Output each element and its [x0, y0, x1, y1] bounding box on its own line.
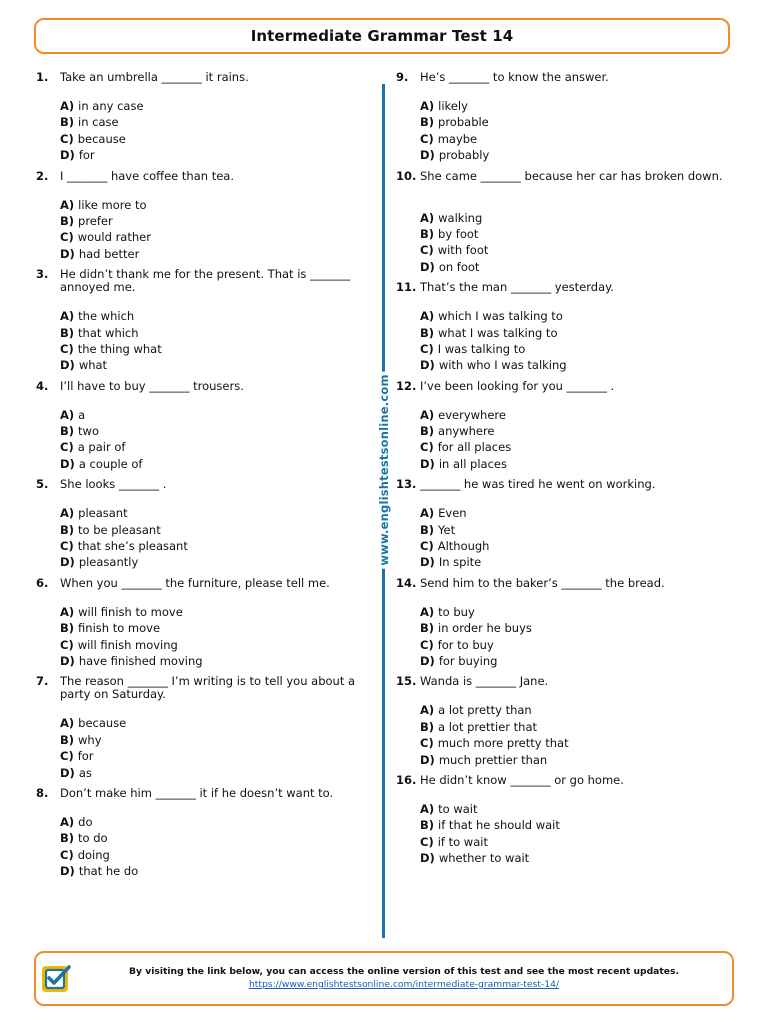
- answer-option[interactable]: [420, 834, 741, 850]
- option-letter: D): [420, 259, 435, 274]
- option-letter: A): [420, 407, 435, 422]
- option-text: walking: [438, 210, 483, 225]
- option-text: by foot: [438, 226, 479, 241]
- question-text: Wanda is _______ Jane.: [420, 674, 549, 689]
- question-row: [396, 577, 741, 590]
- option-letter: B): [420, 522, 435, 537]
- question: [36, 71, 366, 164]
- question: [396, 675, 741, 768]
- answer-options: [60, 308, 366, 374]
- option-text: that he do: [78, 864, 139, 879]
- question: [36, 380, 366, 473]
- answer-option[interactable]: [60, 814, 366, 830]
- answer-option[interactable]: [420, 114, 741, 130]
- answer-option[interactable]: [420, 702, 741, 718]
- option-text: to be pleasant: [78, 522, 161, 537]
- option-text: for to buy: [437, 637, 494, 652]
- answer-option[interactable]: [60, 653, 366, 669]
- answer-options: [420, 505, 741, 571]
- option-letter: B): [420, 424, 435, 439]
- option-letter: B): [60, 325, 75, 340]
- option-letter: A): [420, 506, 435, 521]
- option-letter: C): [60, 230, 74, 245]
- question-number: 11.: [396, 280, 417, 295]
- question-row: [396, 774, 741, 787]
- option-text: that which: [78, 325, 139, 340]
- option-letter: B): [60, 115, 75, 130]
- option-text: with foot: [437, 243, 489, 258]
- question-number: 3.: [36, 267, 49, 282]
- question-text: She came _______ because her car has broken down.: [420, 168, 723, 183]
- option-letter: C): [420, 736, 434, 751]
- answer-options: [420, 308, 741, 374]
- option-text: have finished moving: [78, 653, 203, 668]
- option-text: because: [77, 131, 126, 146]
- option-letter: C): [60, 637, 74, 652]
- answer-option[interactable]: [60, 604, 366, 620]
- option-letter: C): [420, 440, 434, 455]
- answer-option[interactable]: [420, 801, 741, 817]
- question-number: 6.: [36, 575, 49, 590]
- option-text: what I was talking to: [438, 325, 558, 340]
- option-text: will finish moving: [77, 637, 178, 652]
- option-letter: D): [420, 752, 435, 767]
- option-letter: D): [420, 148, 435, 163]
- option-text: in any case: [78, 99, 144, 113]
- question-row: [36, 787, 366, 800]
- right-column: [396, 71, 741, 873]
- option-letter: B): [420, 719, 435, 734]
- answer-option[interactable]: [420, 423, 741, 439]
- answer-options: [60, 604, 366, 670]
- answer-option[interactable]: [420, 554, 741, 570]
- option-letter: D): [420, 851, 435, 866]
- option-text: would rather: [77, 230, 151, 245]
- option-text: a lot pretty than: [438, 703, 532, 718]
- question-row: [36, 170, 366, 183]
- answer-options: [420, 210, 741, 276]
- answer-option[interactable]: [420, 357, 741, 373]
- option-text: for all places: [437, 440, 512, 455]
- question: [396, 170, 741, 276]
- option-text: what: [78, 358, 108, 373]
- option-text: Although: [437, 539, 490, 554]
- question-row: [396, 380, 741, 393]
- question-text: He’s _______ to know the answer.: [420, 70, 609, 84]
- option-letter: D): [60, 555, 75, 570]
- answer-options: [60, 407, 366, 473]
- option-text: anywhere: [438, 424, 495, 439]
- answer-options: [420, 98, 741, 164]
- question: [36, 787, 366, 880]
- question: [396, 71, 741, 164]
- question-number: 12.: [396, 378, 417, 393]
- option-letter: B): [420, 621, 435, 636]
- answer-option[interactable]: [60, 554, 366, 570]
- option-text: Yet: [438, 522, 456, 537]
- answer-option[interactable]: [60, 213, 366, 229]
- option-letter: A): [420, 99, 435, 113]
- option-text: the which: [78, 309, 135, 324]
- question-text: When you _______ the furniture, please tell me.: [60, 575, 330, 590]
- option-text: in case: [78, 115, 119, 130]
- answer-option[interactable]: [420, 210, 741, 226]
- option-letter: C): [420, 131, 434, 146]
- option-text: which I was talking to: [438, 309, 563, 324]
- question-text: The reason _______ I’m writing is to tell you about a party on Saturday.: [60, 674, 356, 702]
- option-text: do: [78, 814, 93, 829]
- answer-option[interactable]: [60, 505, 366, 521]
- answer-option[interactable]: [60, 341, 366, 357]
- question-number: 10.: [396, 168, 417, 183]
- option-letter: A): [60, 814, 75, 829]
- option-text: whether to wait: [438, 851, 530, 866]
- footer-box: [34, 951, 734, 1006]
- answer-option[interactable]: [60, 229, 366, 245]
- watermark-text: www.englishtestsonline.com: [377, 371, 391, 568]
- answer-options: [420, 702, 741, 768]
- question: [396, 281, 741, 374]
- answer-option[interactable]: [60, 308, 366, 324]
- option-text: will finish to move: [78, 604, 183, 619]
- option-letter: C): [420, 341, 434, 356]
- answer-option[interactable]: [60, 538, 366, 554]
- answer-options: [420, 604, 741, 670]
- left-column: [36, 71, 366, 886]
- option-text: to wait: [438, 801, 478, 816]
- option-text: a pair of: [77, 440, 126, 455]
- option-text: pleasantly: [78, 555, 139, 570]
- question-text: I’ve been looking for you _______ .: [420, 378, 615, 393]
- question-row: [36, 71, 366, 84]
- option-text: for: [77, 749, 94, 764]
- option-letter: B): [420, 818, 435, 833]
- answer-option[interactable]: [60, 863, 366, 879]
- answer-option[interactable]: [420, 505, 741, 521]
- option-letter: B): [60, 522, 75, 537]
- question-row: [36, 478, 366, 491]
- option-text: in order he buys: [438, 621, 532, 636]
- question-number: 8.: [36, 785, 49, 800]
- option-letter: A): [420, 604, 435, 619]
- option-text: I was talking to: [437, 341, 526, 356]
- option-letter: C): [420, 834, 434, 849]
- question: [36, 268, 366, 374]
- option-letter: D): [420, 653, 435, 668]
- option-letter: B): [60, 621, 75, 636]
- footer-link[interactable]: https://www.englishtestsonline.com/intermediate-grammar-test-14/: [248, 979, 560, 990]
- question: [396, 380, 741, 473]
- option-letter: D): [60, 246, 75, 261]
- answer-option[interactable]: [420, 752, 741, 768]
- answer-option[interactable]: [420, 735, 741, 751]
- question-text: He didn’t know _______ or go home.: [420, 772, 624, 787]
- question-text: That’s the man _______ yesterday.: [420, 280, 614, 295]
- answer-option[interactable]: [420, 653, 741, 669]
- option-text: if to wait: [437, 834, 488, 849]
- option-text: doing: [77, 847, 110, 862]
- question-row: [36, 380, 366, 393]
- answer-option[interactable]: [420, 98, 741, 114]
- question-number: 2.: [36, 168, 49, 183]
- answer-option[interactable]: [420, 242, 741, 258]
- question-number: 16.: [396, 772, 417, 787]
- option-letter: D): [60, 456, 75, 471]
- option-text: the thing what: [77, 341, 162, 356]
- option-text: for buying: [438, 653, 498, 668]
- answer-option[interactable]: [60, 98, 366, 114]
- answer-option[interactable]: [420, 522, 741, 538]
- option-letter: C): [420, 637, 434, 652]
- option-text: finish to move: [78, 621, 161, 636]
- question-number: 9.: [396, 70, 409, 84]
- answer-options: [60, 197, 366, 263]
- option-letter: B): [420, 115, 435, 130]
- answer-options: [60, 715, 366, 781]
- answer-option[interactable]: [60, 197, 366, 213]
- question-row: [396, 170, 741, 183]
- answer-options: [60, 505, 366, 571]
- answer-option[interactable]: [60, 830, 366, 846]
- option-text: a: [78, 407, 86, 422]
- question-number: 1.: [36, 70, 49, 84]
- answer-option[interactable]: [60, 748, 366, 764]
- question-row: [396, 71, 741, 84]
- option-letter: D): [60, 864, 75, 879]
- answer-option[interactable]: [60, 456, 366, 472]
- option-text: maybe: [437, 131, 478, 146]
- answer-option[interactable]: [60, 522, 366, 538]
- question-text: Send him to the baker’s _______ the bread.: [420, 575, 665, 590]
- option-letter: A): [60, 604, 75, 619]
- option-letter: D): [60, 148, 75, 163]
- answer-option[interactable]: [420, 620, 741, 636]
- option-text: with who I was talking: [438, 358, 567, 373]
- option-letter: C): [60, 440, 74, 455]
- option-letter: A): [60, 99, 75, 113]
- title-box: [34, 18, 730, 54]
- answer-option[interactable]: [420, 604, 741, 620]
- option-letter: C): [60, 749, 74, 764]
- option-text: if that he should wait: [438, 818, 560, 833]
- option-text: to do: [78, 831, 108, 846]
- question-row: [36, 675, 366, 701]
- question-number: 14.: [396, 575, 417, 590]
- option-text: much prettier than: [438, 752, 548, 767]
- question: [396, 478, 741, 571]
- answer-option[interactable]: [60, 357, 366, 373]
- option-letter: A): [60, 716, 75, 731]
- question: [36, 170, 366, 263]
- answer-option[interactable]: [60, 620, 366, 636]
- option-letter: A): [420, 801, 435, 816]
- answer-option[interactable]: [420, 637, 741, 653]
- question-text: I’ll have to buy _______ trousers.: [60, 378, 244, 393]
- option-letter: B): [60, 213, 75, 228]
- question: [36, 478, 366, 571]
- answer-option[interactable]: [420, 131, 741, 147]
- option-letter: C): [60, 341, 74, 356]
- option-text: two: [78, 424, 99, 439]
- answer-option[interactable]: [60, 439, 366, 455]
- answer-option[interactable]: [420, 850, 741, 866]
- answer-options: [420, 407, 741, 473]
- option-letter: A): [420, 309, 435, 324]
- footer-text: [86, 966, 722, 990]
- option-letter: C): [420, 539, 434, 554]
- answer-options: [60, 98, 366, 164]
- option-text: everywhere: [438, 407, 506, 422]
- answer-option[interactable]: [60, 765, 366, 781]
- option-letter: D): [420, 456, 435, 471]
- option-text: a couple of: [78, 456, 143, 471]
- option-text: prefer: [78, 213, 113, 228]
- option-letter: B): [60, 831, 75, 846]
- option-letter: B): [60, 732, 75, 747]
- footer-notice: By visiting the link below, you can access the online version of this test and see the most recent updates.: [129, 966, 679, 977]
- answer-option[interactable]: [420, 817, 741, 833]
- answer-option[interactable]: [420, 538, 741, 554]
- answer-option[interactable]: [60, 325, 366, 341]
- question-text: Take an umbrella _______ it rains.: [60, 70, 249, 84]
- option-letter: D): [420, 358, 435, 373]
- option-text: probably: [438, 148, 490, 163]
- answer-option[interactable]: [420, 226, 741, 242]
- option-text: because: [78, 716, 127, 731]
- question-text: I _______ have coffee than tea.: [60, 168, 234, 183]
- option-letter: D): [420, 555, 435, 570]
- question-row: [396, 478, 741, 491]
- answer-option[interactable]: [60, 637, 366, 653]
- answer-option[interactable]: [60, 114, 366, 130]
- question-text: Don’t make him _______ it if he doesn’t want to.: [60, 785, 334, 800]
- question-row: [396, 281, 741, 294]
- option-letter: C): [420, 243, 434, 258]
- option-letter: A): [420, 210, 435, 225]
- option-letter: A): [60, 197, 75, 212]
- option-letter: C): [60, 131, 74, 146]
- answer-options: [60, 814, 366, 880]
- question-number: 13.: [396, 477, 417, 492]
- answer-option[interactable]: [420, 259, 741, 275]
- option-letter: A): [60, 309, 75, 324]
- answer-option[interactable]: [420, 341, 741, 357]
- option-text: a lot prettier that: [438, 719, 538, 734]
- question-row: [396, 675, 741, 688]
- question-text: _______ he was tired he went on working.: [420, 477, 656, 492]
- question: [396, 774, 741, 867]
- question-text: He didn’t thank me for the present. That is _______ annoyed me.: [60, 267, 351, 295]
- answer-option[interactable]: [420, 325, 741, 341]
- answer-option[interactable]: [60, 732, 366, 748]
- option-letter: B): [60, 424, 75, 439]
- option-letter: A): [420, 703, 435, 718]
- option-letter: B): [420, 226, 435, 241]
- option-letter: D): [60, 765, 75, 780]
- option-text: likely: [438, 99, 468, 113]
- option-text: as: [78, 765, 92, 780]
- option-text: why: [78, 732, 102, 747]
- answer-option[interactable]: [60, 131, 366, 147]
- question-row: [36, 577, 366, 590]
- option-text: pleasant: [78, 506, 128, 521]
- option-text: that she’s pleasant: [77, 539, 188, 554]
- option-text: had better: [78, 246, 140, 261]
- option-letter: A): [60, 407, 75, 422]
- question: [396, 577, 741, 670]
- answer-option[interactable]: [420, 308, 741, 324]
- answer-option[interactable]: [60, 246, 366, 262]
- option-letter: A): [60, 506, 75, 521]
- option-text: in all places: [438, 456, 507, 471]
- option-letter: B): [420, 325, 435, 340]
- option-text: for: [78, 148, 95, 163]
- answer-option[interactable]: [420, 719, 741, 735]
- option-letter: C): [60, 847, 74, 862]
- option-letter: D): [60, 358, 75, 373]
- option-text: to buy: [438, 604, 475, 619]
- answer-options: [420, 801, 741, 867]
- page-title: Intermediate Grammar Test 14: [250, 27, 514, 45]
- answer-option[interactable]: [60, 715, 366, 731]
- option-letter: D): [60, 653, 75, 668]
- question-number: 7.: [36, 674, 49, 689]
- question: [36, 577, 366, 670]
- option-text: probable: [438, 115, 489, 130]
- checkbox-icon: [40, 962, 72, 994]
- option-text: like more to: [78, 197, 147, 212]
- question-row: [36, 268, 366, 294]
- answer-option[interactable]: [420, 456, 741, 472]
- question-number: 4.: [36, 378, 49, 393]
- answer-option[interactable]: [60, 847, 366, 863]
- option-text: on foot: [438, 259, 480, 274]
- question-text: She looks _______ .: [60, 477, 167, 492]
- option-text: In spite: [438, 555, 482, 570]
- option-text: Even: [438, 506, 467, 521]
- option-text: much more pretty that: [437, 736, 569, 751]
- question: [36, 675, 366, 781]
- question-number: 15.: [396, 674, 417, 689]
- question-number: 5.: [36, 477, 49, 492]
- answer-option[interactable]: [420, 147, 741, 163]
- option-letter: C): [60, 539, 74, 554]
- answer-option[interactable]: [420, 439, 741, 455]
- answer-option[interactable]: [60, 147, 366, 163]
- answer-option[interactable]: [60, 407, 366, 423]
- answer-option[interactable]: [420, 407, 741, 423]
- answer-option[interactable]: [60, 423, 366, 439]
